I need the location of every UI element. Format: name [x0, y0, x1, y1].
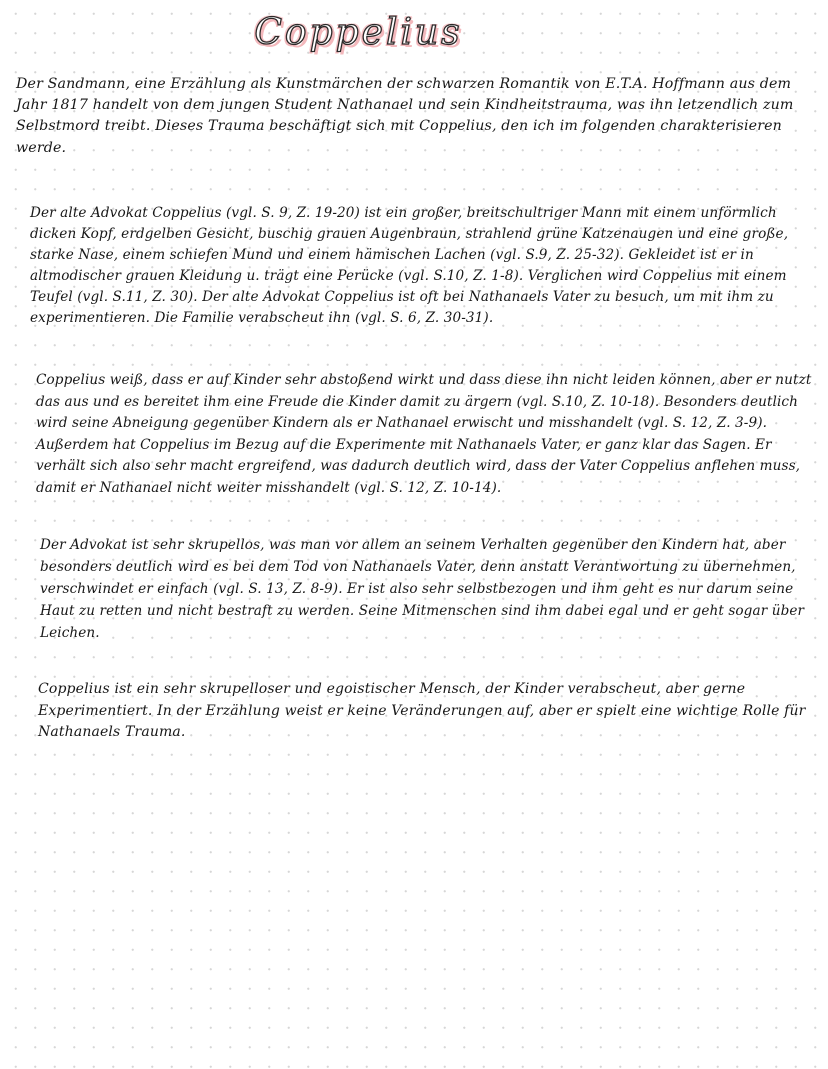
behavior-paragraph: Coppelius weiß, dass er auf Kinder sehr abstoßend wirkt und dass diese ihn nicht leiden können, aber er nutzt das aus und es bereitet ihm eine Freude die Kinder damit zu ärgern (vgl. S.10, Z. 10-18). Besonders deutlich wird seine Abneigung gegenüber Kindern als er Nathanael erwischt und misshandelt (vgl. S. 12, Z. 3-9). Außerdem hat Coppelius im Bezug auf die Experimente mit Nathanaels Vater, er ganz klar das Sagen. Er verhält sich also sehr macht ergreifend, was dadurch deutlich wird, dass der Vater Coppelius anflehen muss, damit er Nathanael nicht weiter misshandelt (vgl. S. 12, Z. 10-14).	[36, 372, 812, 496]
conclusion-paragraph: Coppelius ist ein sehr skrupelloser und egoistischer Mensch, der Kinder verabscheut, aber gerne Experimentiert. In der Erzählung weist er keine Veränderungen auf, aber er spielt eine wichtige Rolle für Nathanaels Trauma.	[38, 681, 806, 740]
page-title: Coppelius	[254, 12, 463, 53]
ruthlessness-paragraph: Der Advokat ist sehr skrupellos, was man vor allem an seinem Verhalten gegenüber den Kindern hat, aber besonders deutlich wird es bei dem Tod von Nathanaels Vater, denn anstatt Verantwortung zu übernehmen, verschwindet er einfach (vgl. S. 13, Z. 8-9). Er ist also sehr selbstbezogen und ihm geht es nur darum seine Haut zu retten und nicht bestraft zu werden. Seine Mitmenschen sind ihm dabei egal und er geht sogar über Leichen.	[40, 537, 805, 641]
appearance-paragraph: Der alte Advokat Coppelius (vgl. S. 9, Z. 19-20) ist ein großer, breitschultriger Mann mit einem unförmlich dicken Kopf, erdgelben Gesicht, buschig grauen Augenbraun, strahlend grüne Katzenaugen und eine große, starke Nase, einem schiefen Mund und einem hämischen Lachen (vgl. S.9, Z. 25-32). Gekleidet ist er in altmodischer grauen Kleidung u. trägt eine Perücke (vgl. S.10, Z. 1-8). Verglichen wird Coppelius mit einem Teufel (vgl. S.11, Z. 30). Der alte Advokat Coppelius ist oft bei Nathanaels Vater zu besuch, um mit ihm zu experimentieren. Die Familie verabscheut ihn (vgl. S. 6, Z. 30-31).	[30, 205, 789, 326]
intro-paragraph: Der Sandmann, eine Erzählung als Kunstmärchen der schwarzen Romantik von E.T.A. Hoffmann aus dem Jahr 1817 handelt von dem jungen Student Nathanael und sein Kindheitstrauma, was ihn letzendlich zum Selbstmord treibt. Dieses Trauma beschäftigt sich mit Coppelius, den ich im folgenden charakterisieren werde.	[16, 76, 794, 156]
